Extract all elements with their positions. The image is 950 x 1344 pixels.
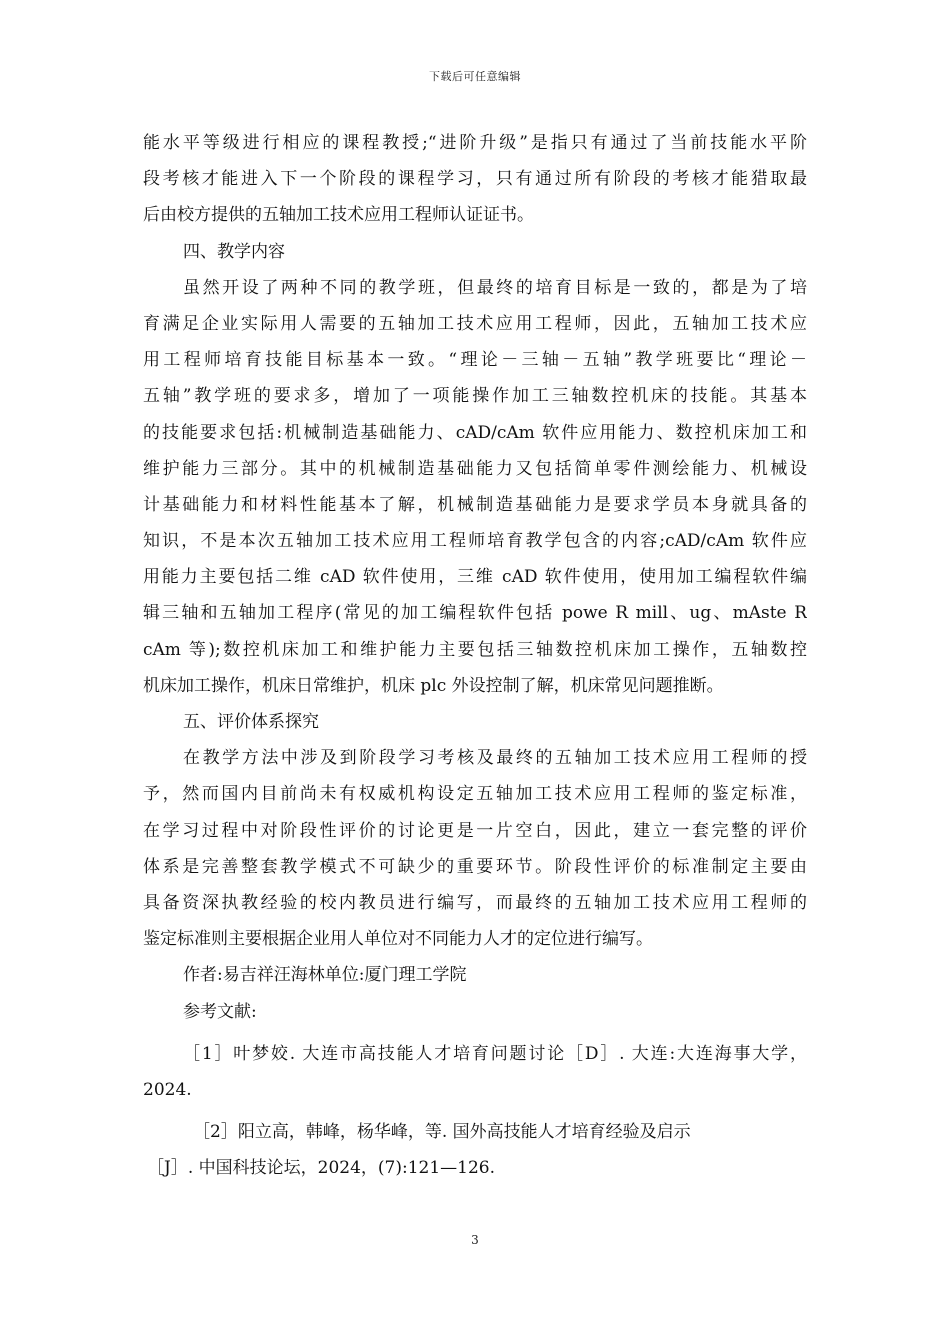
author-info: 作者:易吉祥汪海林单位:厦门理工学院 (183, 965, 467, 986)
body-line: 的技能要求包括:机械制造基础能力、cAD/cAm 软件应用能力、数控机床加工和 (143, 422, 807, 443)
body-line: 计基础能力和材料性能基本了解，机械制造基础能力是要求学员本身就具备的 (143, 494, 807, 515)
body-line: 能水平等级进行相应的课程教授;“进阶升级”是指只有通过了当前技能水平阶 (143, 133, 807, 153)
page-number: 3 (471, 1233, 479, 1247)
reference-item: ［2］阳立高，韩峰，杨华峰，等. 国外高技能人才培育经验及启示 (193, 1122, 691, 1143)
body-line: 知识，不是本次五轴加工技术应用工程师培育教学包含的内容;cAD/cAm 软件应 (143, 531, 807, 552)
body-line: 体系是完善整套教学模式不可缺少的重要环节。阶段性评价的标准制定主要由 (143, 856, 807, 877)
body-line: 五轴”教学班的要求多，增加了一项能操作加工三轴数控机床的技能。其基本 (143, 386, 807, 407)
body-line: 在学习过程中对阶段性评价的讨论更是一片空白，因此，建立一套完整的评价 (143, 820, 807, 841)
body-line: 辑三轴和五轴加工程序(常见的加工编程软件包括 powe R mill、ug、mAste R (143, 603, 807, 624)
section-heading: 四、教学内容 (183, 241, 285, 262)
body-line: 维护能力三部分。其中的机械制造基础能力又包括简单零件测绘能力、机械设 (143, 458, 807, 479)
reference-item-continued: ［J］. 中国科技论坛，2024，(7):121—126. (147, 1158, 495, 1179)
body-line: 虽然开设了两种不同的教学班，但最终的培育目标是一致的，都是为了培 (183, 277, 807, 298)
body-line: 段考核才能进入下一个阶段的课程学习，只有通过所有阶段的考核才能猎取最 (143, 169, 807, 190)
body-line: 予，然而国内目前尚未有权威机构设定五轴加工技术应用工程师的鉴定标准， (143, 784, 807, 805)
body-line: 用能力主要包括二维 cAD 软件使用，三维 cAD 软件使用，使用加工编程软件编 (143, 567, 807, 588)
body-line: cAm 等);数控机床加工和维护能力主要包括三轴数控机床加工操作，五轴数控 (143, 639, 807, 660)
body-line: 后由校方提供的五轴加工技术应用工程师认证证书。 (143, 205, 534, 226)
body-line: 在教学方法中涉及到阶段学习考核及最终的五轴加工技术应用工程师的授 (183, 748, 807, 769)
document-body (143, 125, 807, 1186)
body-line: 机床加工操作，机床日常维护，机床 plc 外设控制了解，机床常见问题推断。 (143, 675, 724, 696)
reference-item-continued: 2024. (143, 1079, 192, 1100)
references-heading: 参考文献: (183, 1001, 257, 1022)
body-line: 具备资深执教经验的校内教员进行编写，而最终的五轴加工技术应用工程师的 (143, 892, 807, 913)
page-header: 下载后可任意编辑 (429, 70, 521, 83)
body-line: 育满足企业实际用人需要的五轴加工技术应用工程师，因此，五轴加工技术应 (143, 313, 807, 334)
body-line: 用工程师培育技能目标基本一致。“理论－三轴－五轴”教学班要比“理论－ (143, 350, 807, 371)
body-line: 鉴定标准则主要根据企业用人单位对不同能力人才的定位进行编写。 (143, 929, 653, 950)
section-heading: 五、评价体系探究 (183, 712, 319, 732)
reference-item: ［1］叶梦姣. 大连市高技能人才培育问题讨论［D］. 大连:大连海事大学， (183, 1043, 807, 1064)
